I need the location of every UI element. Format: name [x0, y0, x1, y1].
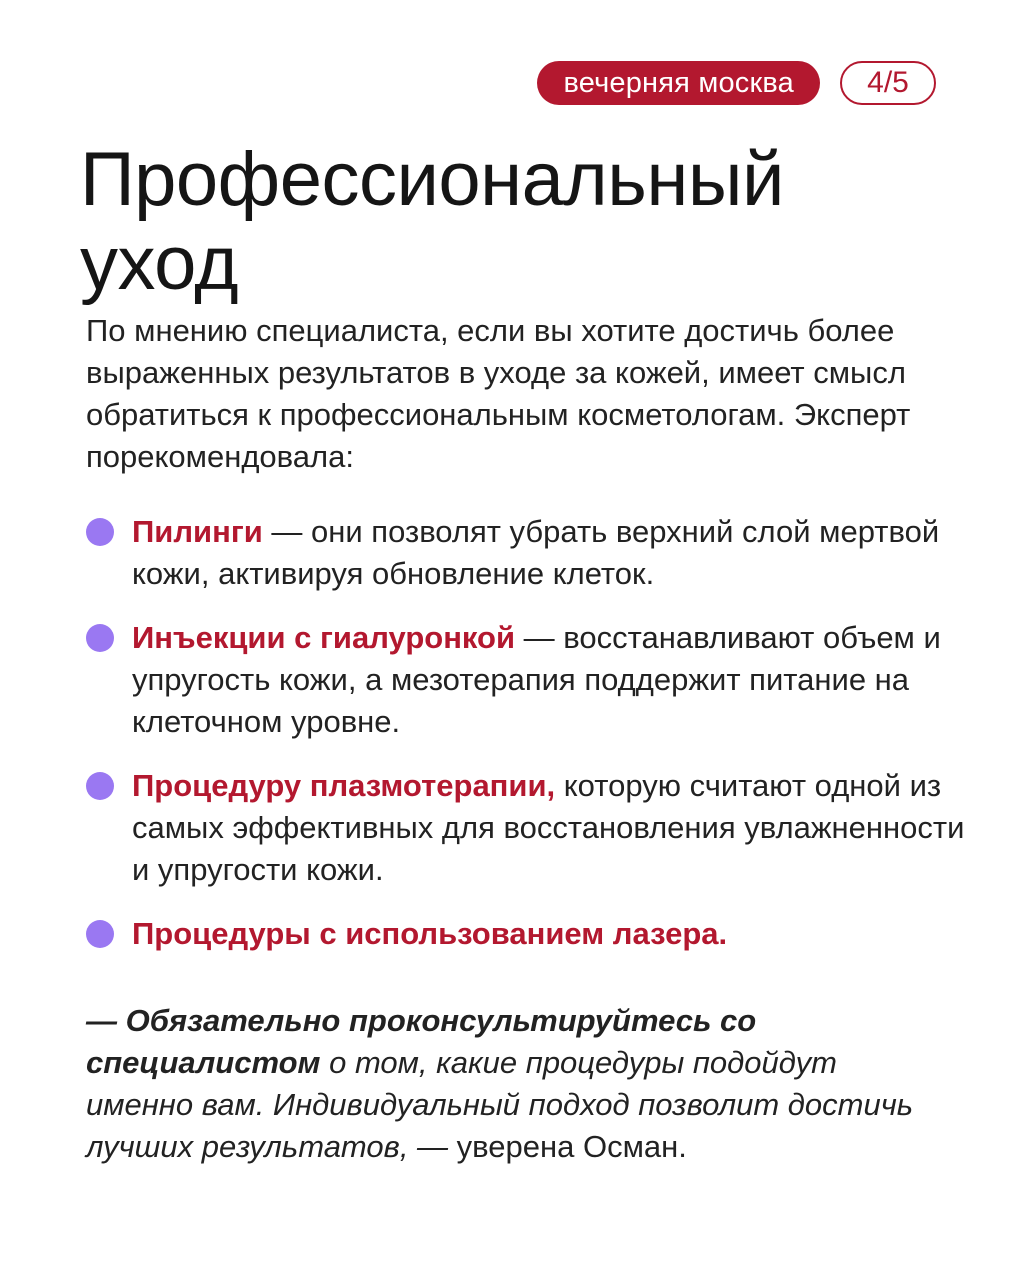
- item-highlight: Пилинги: [132, 514, 263, 549]
- item-highlight: Инъекции с гиалуронкой: [132, 620, 516, 655]
- list-item: [86, 511, 966, 595]
- list-item: [86, 617, 966, 743]
- quote-attribution: уверена Осман.: [448, 1129, 687, 1164]
- header: [537, 61, 936, 105]
- item-highlight: Процедуры с использованием лазера.: [132, 916, 728, 951]
- bullet-dot-icon: [86, 920, 114, 948]
- quote-italic-text: о том, какие процедуры подойдут именно вам. Индивидуальный подход позволит достичь лучших результатов, —: [86, 1045, 914, 1164]
- brand-badge: вечерняя москва: [537, 61, 820, 105]
- item-highlight: Процедуру плазмотерапии,: [132, 768, 556, 803]
- item-text: — они позволят убрать верхний слой мертвой кожи, активируя обновление клеток.: [132, 514, 940, 591]
- bullet-dot-icon: [86, 518, 114, 546]
- intro-paragraph: По мнению специалиста, если вы хотите достичь более выраженных результатов в уходе за кожей, имеет смысл обратиться к профессиональным косметологам. Эксперт порекомендовала:: [86, 313, 911, 474]
- quote-bold-text: — Обязательно проконсультируйтесь со специалистом: [86, 1003, 757, 1080]
- item-text: — восстанавливают объем и упругость кожи, а мезотерапия поддержит питание на клеточном уровне.: [132, 620, 941, 739]
- page-title: Профессиональный уход: [80, 137, 784, 306]
- recommendations-list: [86, 511, 966, 977]
- page-counter: 4/5: [840, 61, 936, 105]
- bullet-dot-icon: [86, 772, 114, 800]
- expert-quote: [86, 1000, 946, 1168]
- bullet-dot-icon: [86, 624, 114, 652]
- list-item: [86, 765, 966, 891]
- list-item: [86, 913, 966, 955]
- item-text: которую считают одной из самых эффективных для восстановления увлажненности и упругости кожи.: [132, 768, 965, 887]
